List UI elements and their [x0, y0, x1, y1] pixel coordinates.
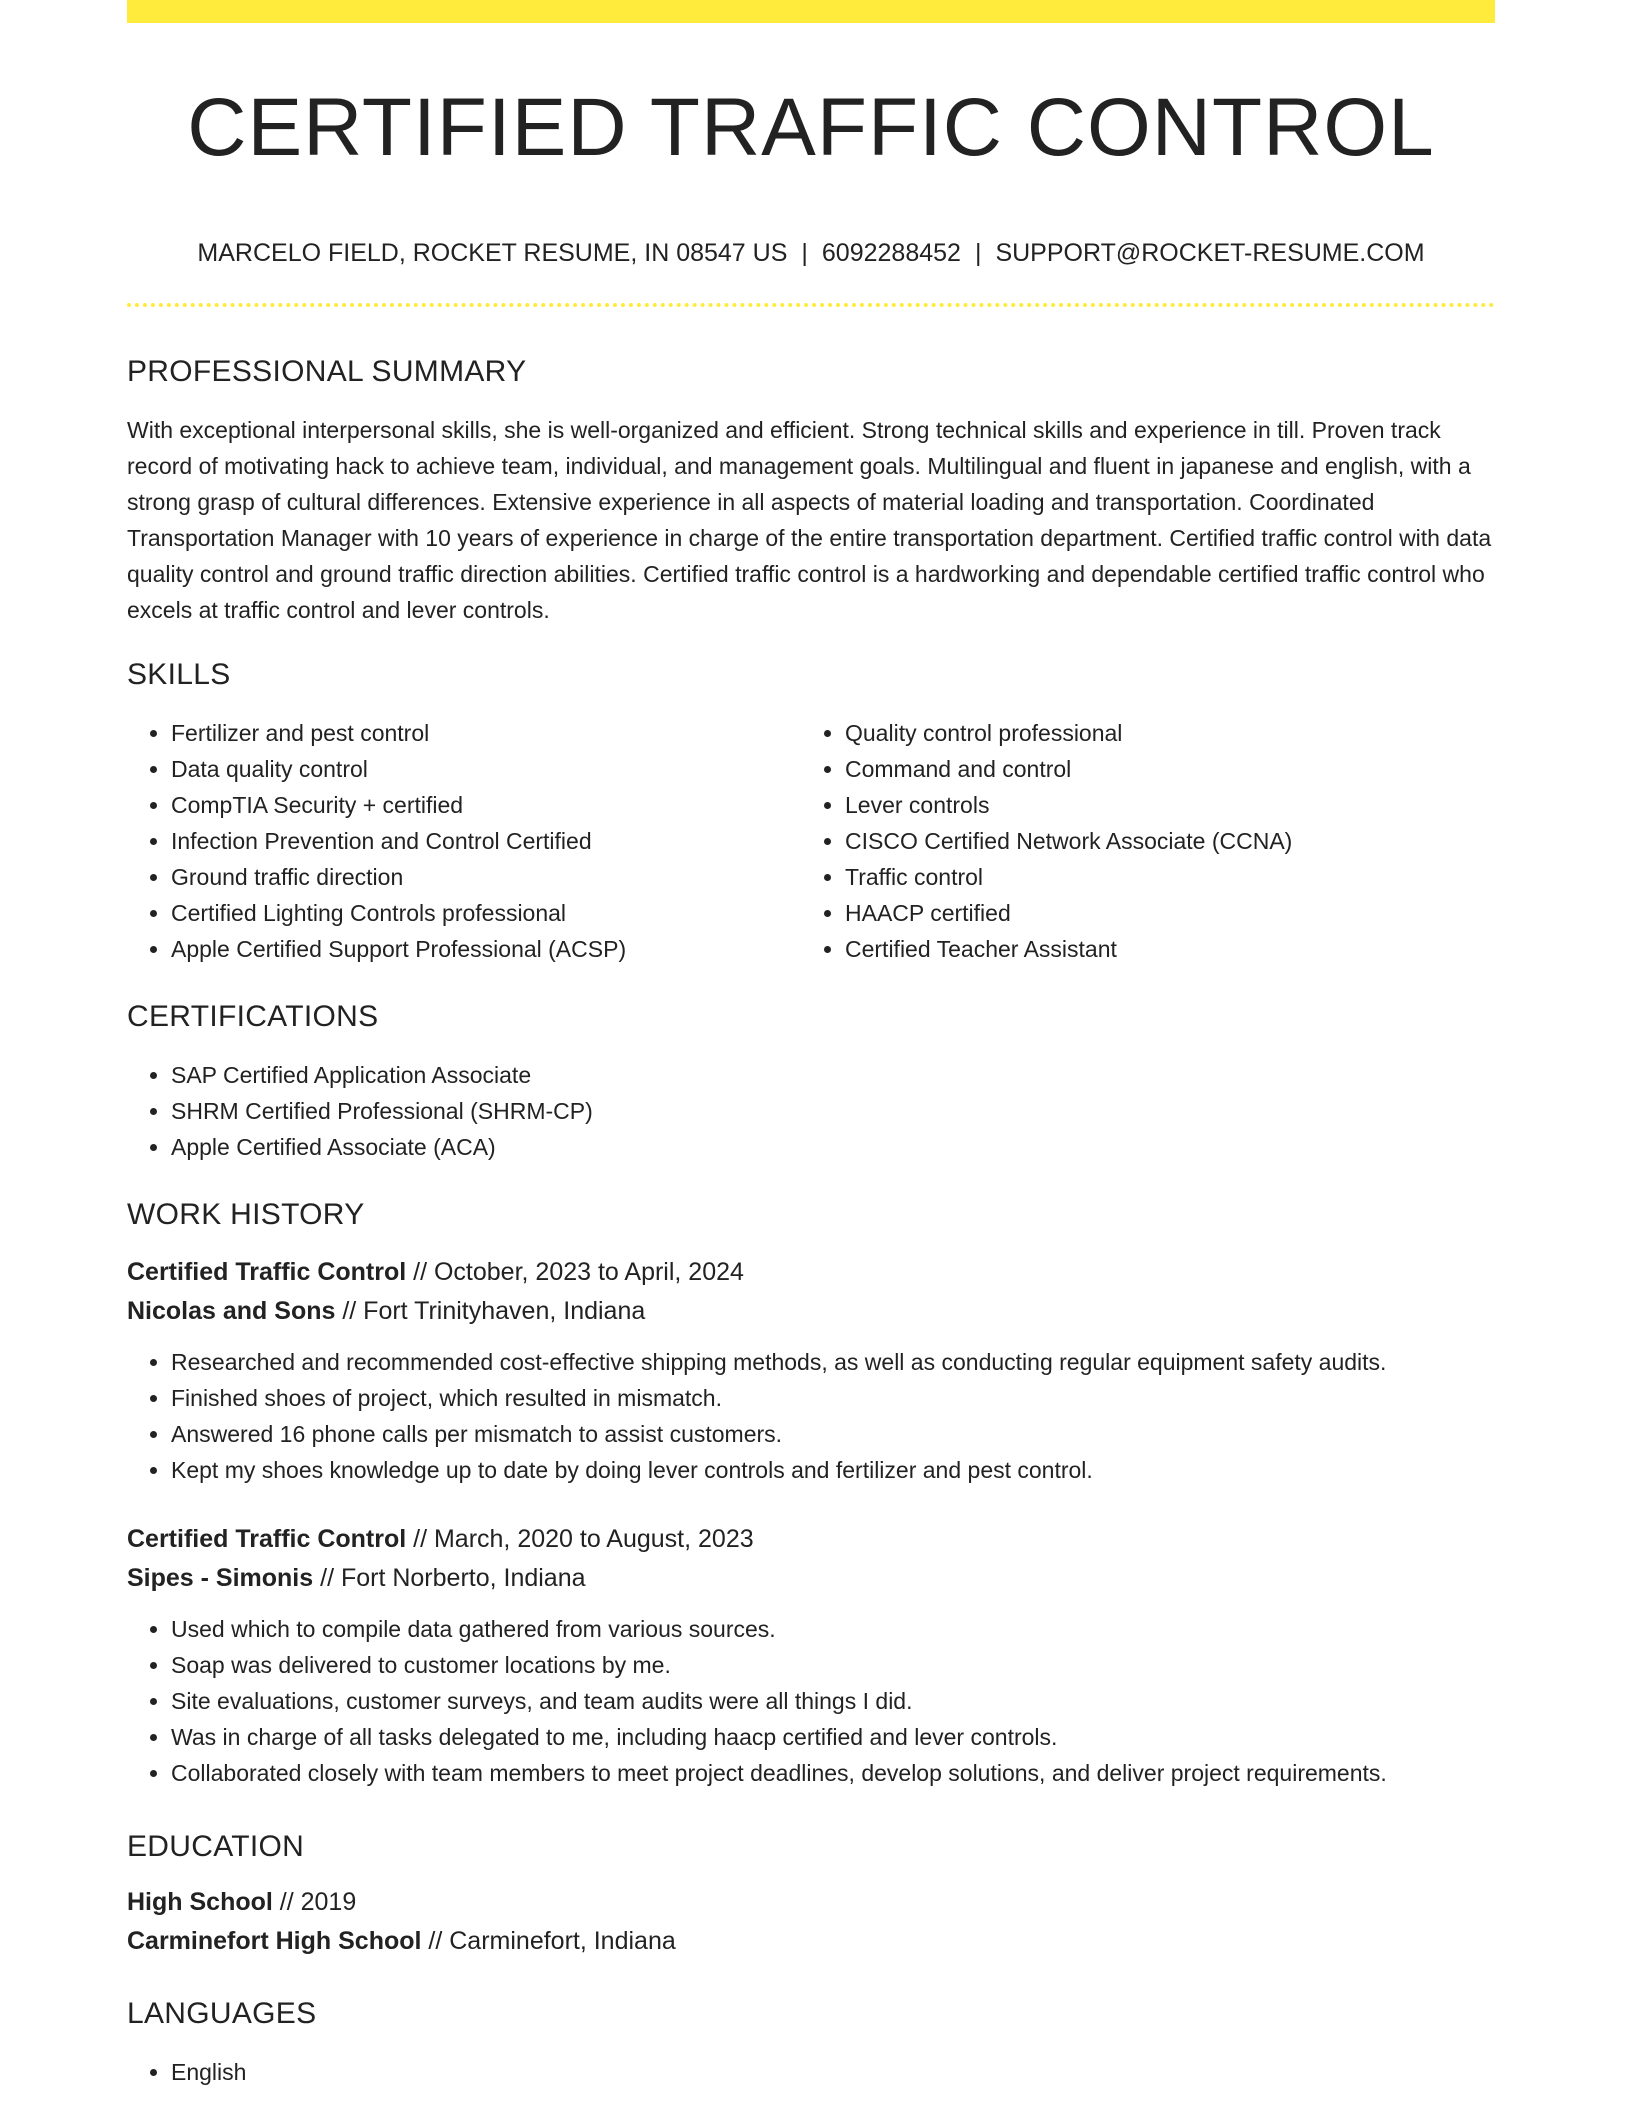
job-location: // Fort Trinityhaven, Indiana: [335, 1297, 646, 1325]
contact-email: SUPPORT@ROCKET-RESUME.COM: [995, 239, 1425, 267]
skill-item: • Fertilizer and pest control: [171, 715, 801, 751]
work-history-section: [127, 1195, 1495, 1791]
languages-list: [127, 2054, 1495, 2090]
job-title-line: [127, 1520, 1495, 1559]
education-heading: EDUCATION: [127, 1830, 305, 1863]
job-company: Sipes - Simonis: [127, 1564, 314, 1592]
certification-item: • SAP Certified Application Associate: [171, 1057, 1495, 1093]
job-company: Nicolas and Sons: [127, 1297, 336, 1325]
job-location: // Fort Norberto, Indiana: [313, 1564, 586, 1592]
skill-item: • Lever controls: [845, 787, 1475, 823]
job-title-line: [127, 1253, 1495, 1292]
skills-columns: [127, 715, 1495, 967]
skill-item: • Certified Lighting Controls professional: [171, 895, 801, 931]
education-degree: High School: [127, 1888, 273, 1916]
skill-item: • Traffic control: [845, 859, 1475, 895]
language-item: • English: [171, 2054, 1495, 2090]
education-degree-line: [127, 1883, 1495, 1922]
job-bullet: • Soap was delivered to customer locations by me.: [171, 1647, 1495, 1683]
certifications-section: [127, 997, 1495, 1165]
contact-line: [127, 236, 1495, 270]
skills-section: [127, 655, 1495, 967]
languages-heading: LANGUAGES: [127, 1997, 317, 2030]
job-title: Certified Traffic Control: [127, 1258, 407, 1286]
job-dates: // October, 2023 to April, 2024: [406, 1258, 744, 1286]
accent-top-bar: [127, 0, 1495, 23]
job-entry: [127, 1253, 1495, 1488]
contact-separator: |: [974, 239, 982, 267]
contact-separator: |: [801, 239, 808, 267]
skill-item: • Infection Prevention and Control Certified: [171, 823, 801, 859]
job-title: Certified Traffic Control: [127, 1525, 407, 1553]
job-bullets: [127, 1611, 1495, 1791]
certification-item: • SHRM Certified Professional (SHRM-CP): [171, 1093, 1495, 1129]
dotted-divider: [127, 303, 1495, 307]
summary-text: With exceptional interpersonal skills, she is well-organized and efficient. Strong technical skills and experience in till. Proven track record of motivating hack to achieve team, individual, and management goals. Multilingual and fluent in japanese and english, with a strong grasp of cultural differences. Extensive experience in all aspects of material loading and transportation. Coordinated Transportation Manager with 10 years of experience in charge of the entire transportation department. Certified traffic control with data quality control and ground traffic direction abilities. Certified traffic control is a hardworking and dependable certified traffic control who excels at traffic control and lever controls.: [127, 417, 1492, 623]
certification-item: • Apple Certified Associate (ACA): [171, 1129, 1495, 1165]
skill-item: • Apple Certified Support Professional (ACSP): [171, 931, 801, 967]
job-entry: [127, 1520, 1495, 1791]
education-school: Carminefort High School: [127, 1927, 422, 1955]
skills-list-right: [801, 715, 1475, 967]
job-dates: // March, 2020 to August, 2023: [406, 1525, 754, 1553]
work-history-heading: WORK HISTORY: [127, 1198, 365, 1231]
job-bullet: • Answered 16 phone calls per mismatch to assist customers.: [171, 1416, 1495, 1452]
education-section: [127, 1827, 1495, 1961]
job-bullet: • Kept my shoes knowledge up to date by doing lever controls and fertilizer and pest control.: [171, 1452, 1495, 1488]
education-entry: [127, 1883, 1495, 1961]
job-bullets: [127, 1344, 1495, 1488]
summary-section: [127, 352, 1495, 628]
skill-item: • Data quality control: [171, 751, 801, 787]
skill-item: • HAACP certified: [845, 895, 1475, 931]
job-bullet: • Used which to compile data gathered from various sources.: [171, 1611, 1495, 1647]
job-company-line: [127, 1292, 1495, 1331]
certifications-heading: CERTIFICATIONS: [127, 1000, 379, 1033]
education-year: // 2019: [272, 1888, 357, 1916]
education-school-line: [127, 1922, 1495, 1961]
job-bullet: • Researched and recommended cost-effective shipping methods, as well as conducting regular equipment safety audits.: [171, 1344, 1495, 1380]
skill-item: • Certified Teacher Assistant: [845, 931, 1475, 967]
job-bullet: • Was in charge of all tasks delegated to me, including haacp certified and lever controls.: [171, 1719, 1495, 1755]
languages-section: [127, 1994, 1495, 2090]
resume-title: CERTIFIED TRAFFIC CONTROL: [187, 82, 1435, 173]
skill-item: • CompTIA Security + certified: [171, 787, 801, 823]
contact-phone: 6092288452: [821, 239, 961, 267]
job-company-line: [127, 1559, 1495, 1598]
job-bullet: • Finished shoes of project, which resulted in mismatch.: [171, 1380, 1495, 1416]
contact-address: MARCELO FIELD, ROCKET RESUME, IN 08547 US: [197, 239, 788, 267]
job-bullet: • Site evaluations, customer surveys, and team audits were all things I did.: [171, 1683, 1495, 1719]
job-bullet: • Collaborated closely with team members to meet project deadlines, develop solutions, and deliver project requirements.: [171, 1755, 1495, 1791]
skill-item: • Ground traffic direction: [171, 859, 801, 895]
skill-item: • Command and control: [845, 751, 1475, 787]
skills-list-left: [127, 715, 801, 967]
summary-heading: PROFESSIONAL SUMMARY: [127, 355, 527, 388]
skills-heading: SKILLS: [127, 658, 231, 691]
certifications-list: [127, 1057, 1495, 1165]
education-location: // Carminefort, Indiana: [421, 1927, 676, 1955]
skill-item: • Quality control professional: [845, 715, 1475, 751]
skill-item: • CISCO Certified Network Associate (CCNA): [845, 823, 1475, 859]
